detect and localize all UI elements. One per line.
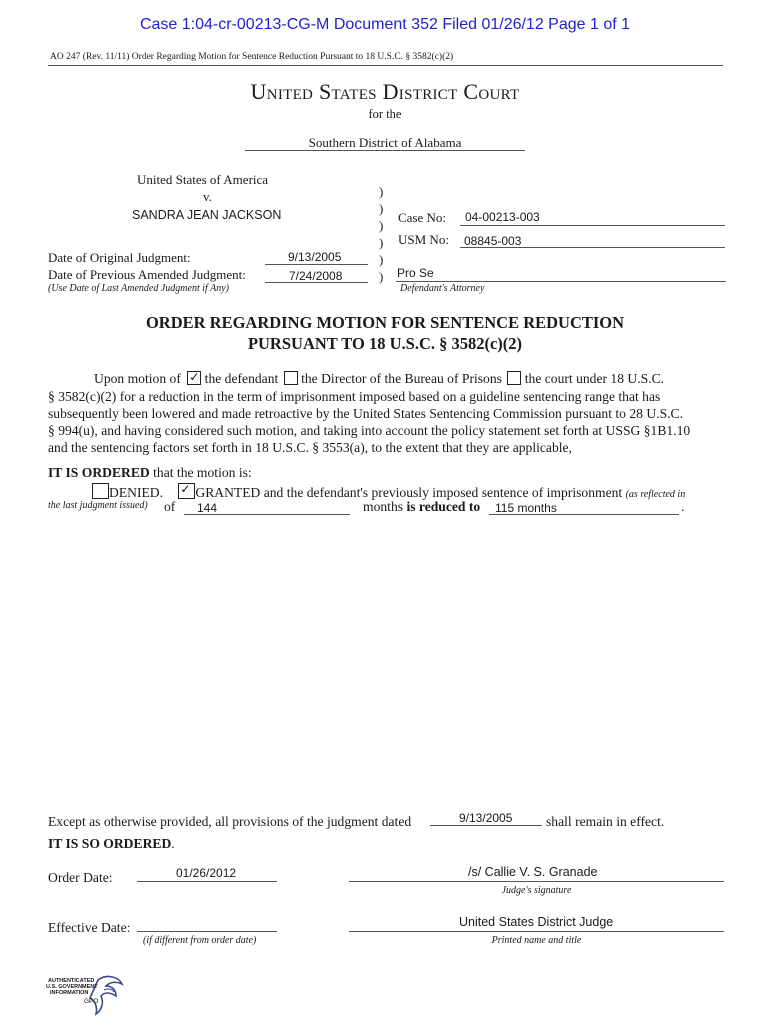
granted-label: GRANTED and the defendant's previously imposed sentence of imprisonment	[195, 485, 623, 500]
motion-is-label: that the motion is:	[153, 465, 252, 480]
so-ordered-period: .	[171, 836, 175, 851]
opt-director-label: the Director of the Bureau of Prisons	[301, 371, 502, 386]
caption-parens: ) ) ) ) ) )	[379, 184, 384, 284]
header-rule	[48, 65, 723, 66]
so-ordered-line	[48, 835, 175, 852]
form-identifier: AO 247 (Rev. 11/11) Order Regarding Motion for Sentence Reduction Pursuant to 18 U.S.C. § 3582(c)(2)	[50, 52, 454, 62]
signature-rule	[349, 881, 724, 882]
orig-judgment-label: Date of Original Judgment:	[48, 250, 191, 265]
order-date-value: 01/26/2012	[176, 866, 237, 880]
judge-title: United States District Judge	[459, 915, 614, 929]
order-date-rule	[137, 881, 277, 882]
judgment-date-value: 9/13/2005	[459, 811, 513, 825]
defendant-checkbox[interactable]	[187, 371, 201, 385]
case-no-rule	[460, 225, 725, 226]
opt-defendant-label: the defendant	[204, 371, 279, 386]
district-name: Southern District of Alabama	[308, 135, 462, 150]
attorney-name: Pro Se	[397, 266, 434, 280]
attorney-rule	[396, 281, 726, 282]
orig-judgment-rule	[265, 264, 368, 265]
court-checkbox[interactable]	[507, 371, 521, 385]
judge-signature: /s/ Callie V. S. Granade	[468, 865, 598, 879]
judgment-date-rule	[430, 825, 542, 826]
effective-date-note: (if different from order date)	[143, 935, 257, 946]
order-date-label: Order Date:	[48, 870, 113, 885]
prev-judgment-label: Date of Previous Amended Judgment:	[48, 267, 246, 282]
prev-judgment-date: 7/24/2008	[289, 269, 343, 283]
court-title: United States District Court	[250, 79, 520, 104]
attorney-label: Defendant's Attorney	[400, 283, 485, 294]
seal-line-1: AUTHENTICATED	[48, 978, 95, 984]
filing-stamp: Case 1:04-cr-00213-CG-M Document 352 Filed 01/26/12 Page 1 of 1	[139, 16, 631, 33]
case-no-label: Case No:	[398, 210, 447, 225]
effective-date-label: Effective Date:	[48, 920, 131, 935]
for-the-label: for the	[368, 107, 402, 121]
denied-label: DENIED.	[109, 485, 163, 500]
denied-checkbox[interactable]	[92, 483, 109, 499]
effective-date-rule	[137, 931, 277, 932]
remain-text: shall remain in effect.	[546, 814, 665, 829]
reflected-note-2: the last judgment issued)	[48, 500, 148, 511]
new-sentence: 115 months	[495, 501, 557, 515]
except-text: Except as otherwise provided, all provisions of the judgment dated	[48, 814, 412, 829]
is-reduced-to: is reduced to	[406, 499, 481, 514]
usm-no-label: USM No:	[398, 232, 449, 247]
sentence-period: .	[681, 499, 685, 514]
seal-line-4: GPO	[84, 998, 99, 1005]
so-ordered-label: IT IS SO ORDERED	[48, 836, 172, 851]
judge-title-rule	[349, 931, 724, 932]
previous-months-rule	[184, 514, 350, 515]
prev-judgment-rule	[265, 282, 368, 283]
versus-label: v.	[203, 189, 212, 204]
granted-checkbox[interactable]	[178, 483, 195, 499]
prev-judgment-note: (Use Date of Last Amended Judgment if Any)	[48, 283, 229, 294]
motion-line	[94, 370, 664, 387]
new-sentence-rule	[489, 514, 679, 515]
director-checkbox[interactable]	[284, 371, 298, 385]
months-word: months	[363, 499, 404, 514]
order-title-line1: ORDER REGARDING MOTION FOR SENTENCE REDUCTION	[145, 313, 625, 332]
usm-no-value: 08845-003	[464, 234, 522, 248]
seal-line-2: U.S. GOVERNMENT	[46, 984, 98, 990]
para-line-3: subsequently been lowered and made retroactive by the United States Sentencing Commission pursuant to 28 U.S.C.	[48, 406, 684, 421]
reflected-note-1: (as reflected in	[625, 489, 686, 500]
para-line-4: § 994(u), and having considered such motion, and taking into account the policy statement set forth at USSG §1B1.10	[48, 423, 691, 438]
defendant-name: SANDRA JEAN JACKSON	[132, 208, 282, 222]
plaintiff-name: United States of America	[137, 172, 269, 187]
seal-line-3: INFORMATION	[50, 990, 89, 996]
orig-judgment-date: 9/13/2005	[288, 250, 342, 264]
it-is-ordered-label: IT IS ORDERED	[48, 465, 150, 480]
motion-prefix: Upon motion of	[94, 371, 181, 386]
case-no-value: 04-00213-003	[465, 210, 540, 224]
opt-court-label: the court under 18 U.S.C.	[524, 371, 665, 386]
para-line-5: and the sentencing factors set forth in 18 U.S.C. § 3553(a), to the extent that they are applicable,	[48, 440, 572, 455]
of-word: of	[164, 499, 176, 514]
previous-months: 144	[197, 501, 218, 515]
printed-name-label: Printed name and title	[491, 935, 582, 946]
para-line-2: § 3582(c)(2) for a reduction in the term of imprisonment imposed based on a guideline sentencing range that has	[48, 389, 661, 404]
months-reduced	[363, 498, 480, 515]
gpo-authentication-seal	[46, 972, 128, 1018]
usm-no-rule	[460, 247, 725, 248]
order-title-line2: PURSUANT TO 18 U.S.C. § 3582(c)(2)	[247, 334, 523, 353]
it-is-ordered-line	[48, 464, 252, 481]
signature-label: Judge's signature	[501, 885, 572, 896]
